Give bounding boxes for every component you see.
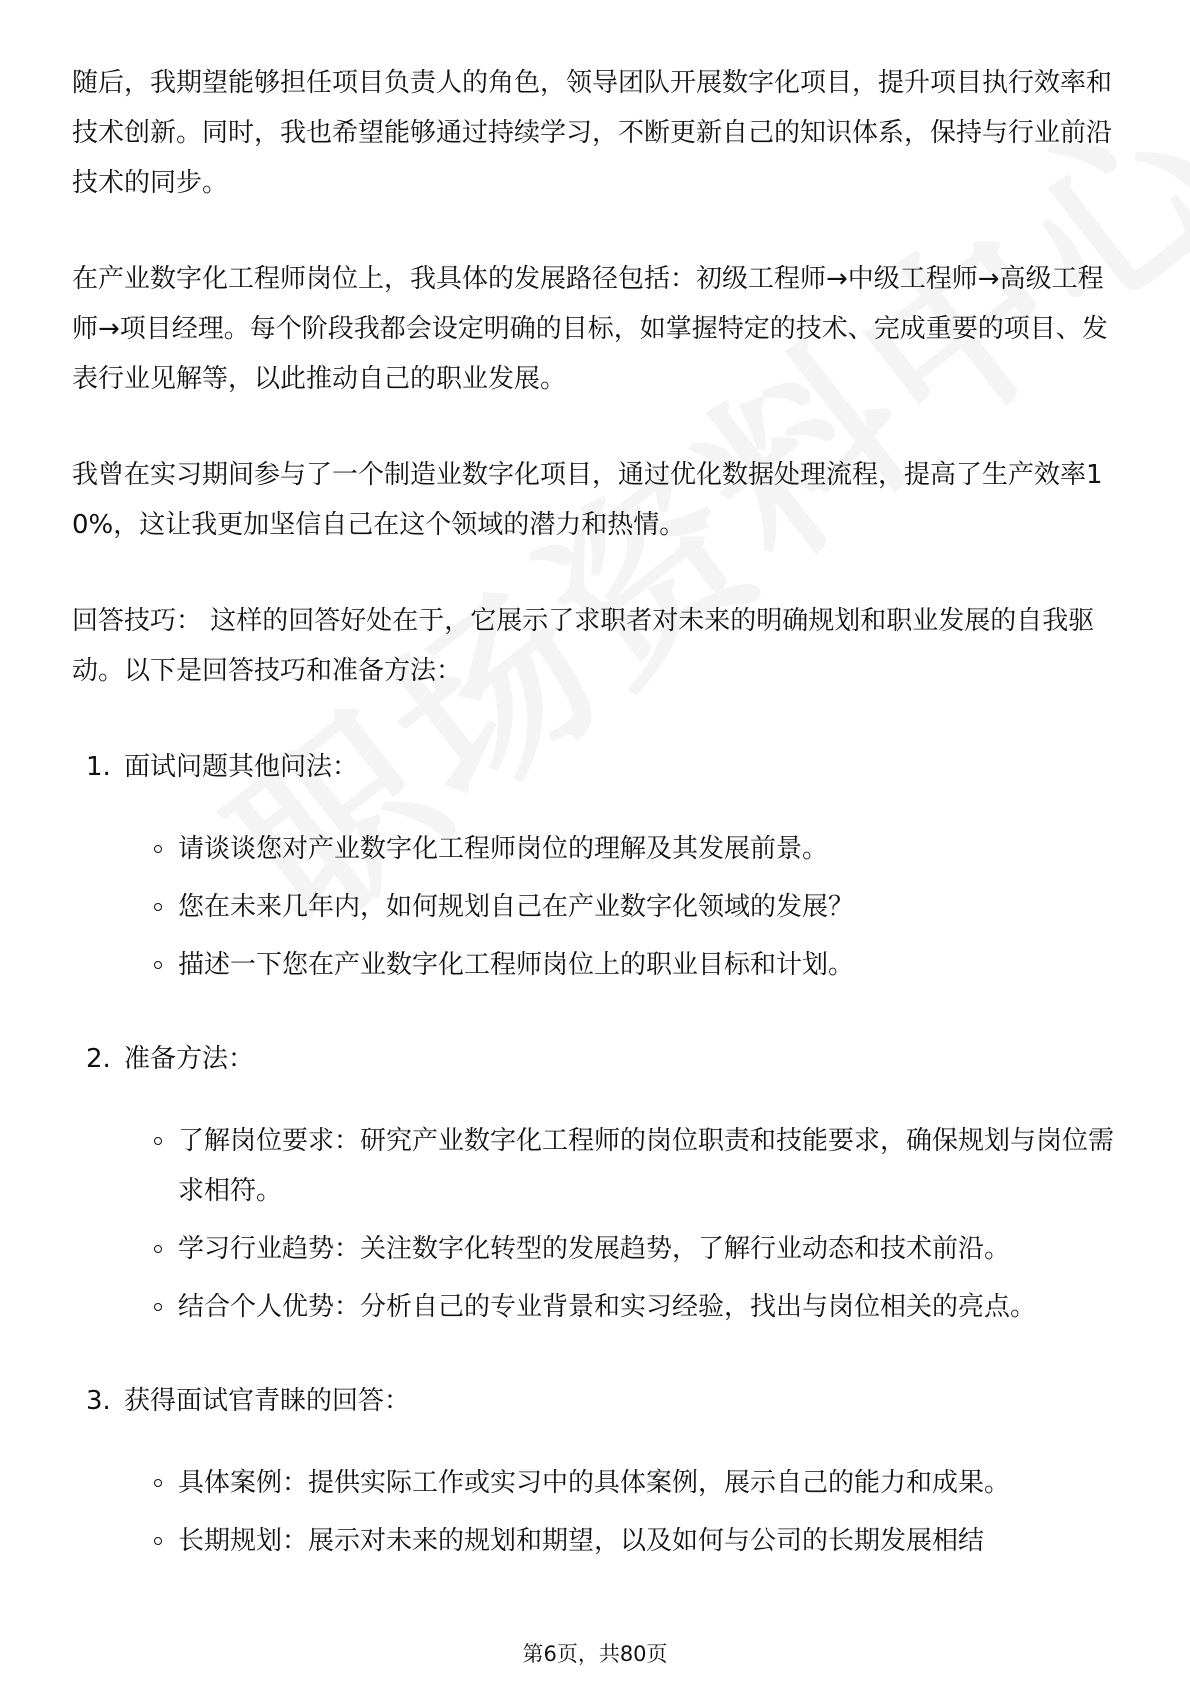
list-item: 了解岗位要求：研究产业数字化工程师的岗位职责和技能要求，确保规划与岗位需求相符。 — [154, 1116, 1117, 1216]
section-number: 2. — [86, 1044, 111, 1074]
list-item: 长期规划：展示对未来的规划和期望，以及如何与公司的长期发展相结 — [154, 1516, 1117, 1566]
list-item: 您在未来几年内，如何规划自己在产业数字化领域的发展？ — [154, 882, 1117, 932]
list-item: 请谈谈您对产业数字化工程师岗位的理解及其发展前景。 — [154, 824, 1117, 874]
list-item: 结合个人优势：分析自己的专业背景和实习经验，找出与岗位相关的亮点。 — [154, 1282, 1117, 1332]
paragraph: 我曾在实习期间参与了一个制造业数字化项目，通过优化数据处理流程，提高了生产效率10%，这让我更加坚信自己在这个领域的潜力和热情。 — [72, 460, 1103, 540]
section-number: 1. — [86, 752, 111, 782]
paragraph: 随后，我期望能够担任项目负责人的角色，领导团队开展数字化项目，提升项目执行效率和技术创新。同时，我也希望能够通过持续学习，不断更新自己的知识体系，保持与行业前沿技术的同步。 — [72, 68, 1113, 198]
section-title: 面试问题其他问法： — [124, 752, 359, 782]
bullet-list — [72, 1116, 1117, 1332]
page-content — [72, 58, 1117, 1610]
section-title: 获得面试官青睐的回答： — [124, 1386, 411, 1416]
page-number-footer: 第6页，共80页 — [522, 1642, 668, 1666]
list-item: 描述一下您在产业数字化工程师岗位上的职业目标和计划。 — [154, 940, 1117, 990]
paragraph: 回答技巧： 这样的回答好处在于，它展示了求职者对未来的明确规划和职业发展的自我驱动。以下是回答技巧和准备方法： — [72, 606, 1095, 686]
bullet-list — [72, 1458, 1117, 1566]
section-number: 3. — [86, 1386, 111, 1416]
bullet-list — [72, 824, 1117, 990]
paragraph: 在产业数字化工程师岗位上，我具体的发展路径包括：初级工程师→中级工程师→高级工程师→项目经理。每个阶段我都会设定明确的目标，如掌握特定的技术、完成重要的项目、发表行业见解等，以此推动自己的职业发展。 — [72, 264, 1108, 394]
section-heading — [72, 742, 1117, 792]
section-title: 准备方法： — [124, 1044, 255, 1074]
section-heading — [72, 1376, 1117, 1426]
section-heading — [72, 1034, 1117, 1084]
list-item: 具体案例：提供实际工作或实习中的具体案例，展示自己的能力和成果。 — [154, 1458, 1117, 1508]
list-item: 学习行业趋势：关注数字化转型的发展趋势，了解行业动态和技术前沿。 — [154, 1224, 1117, 1274]
